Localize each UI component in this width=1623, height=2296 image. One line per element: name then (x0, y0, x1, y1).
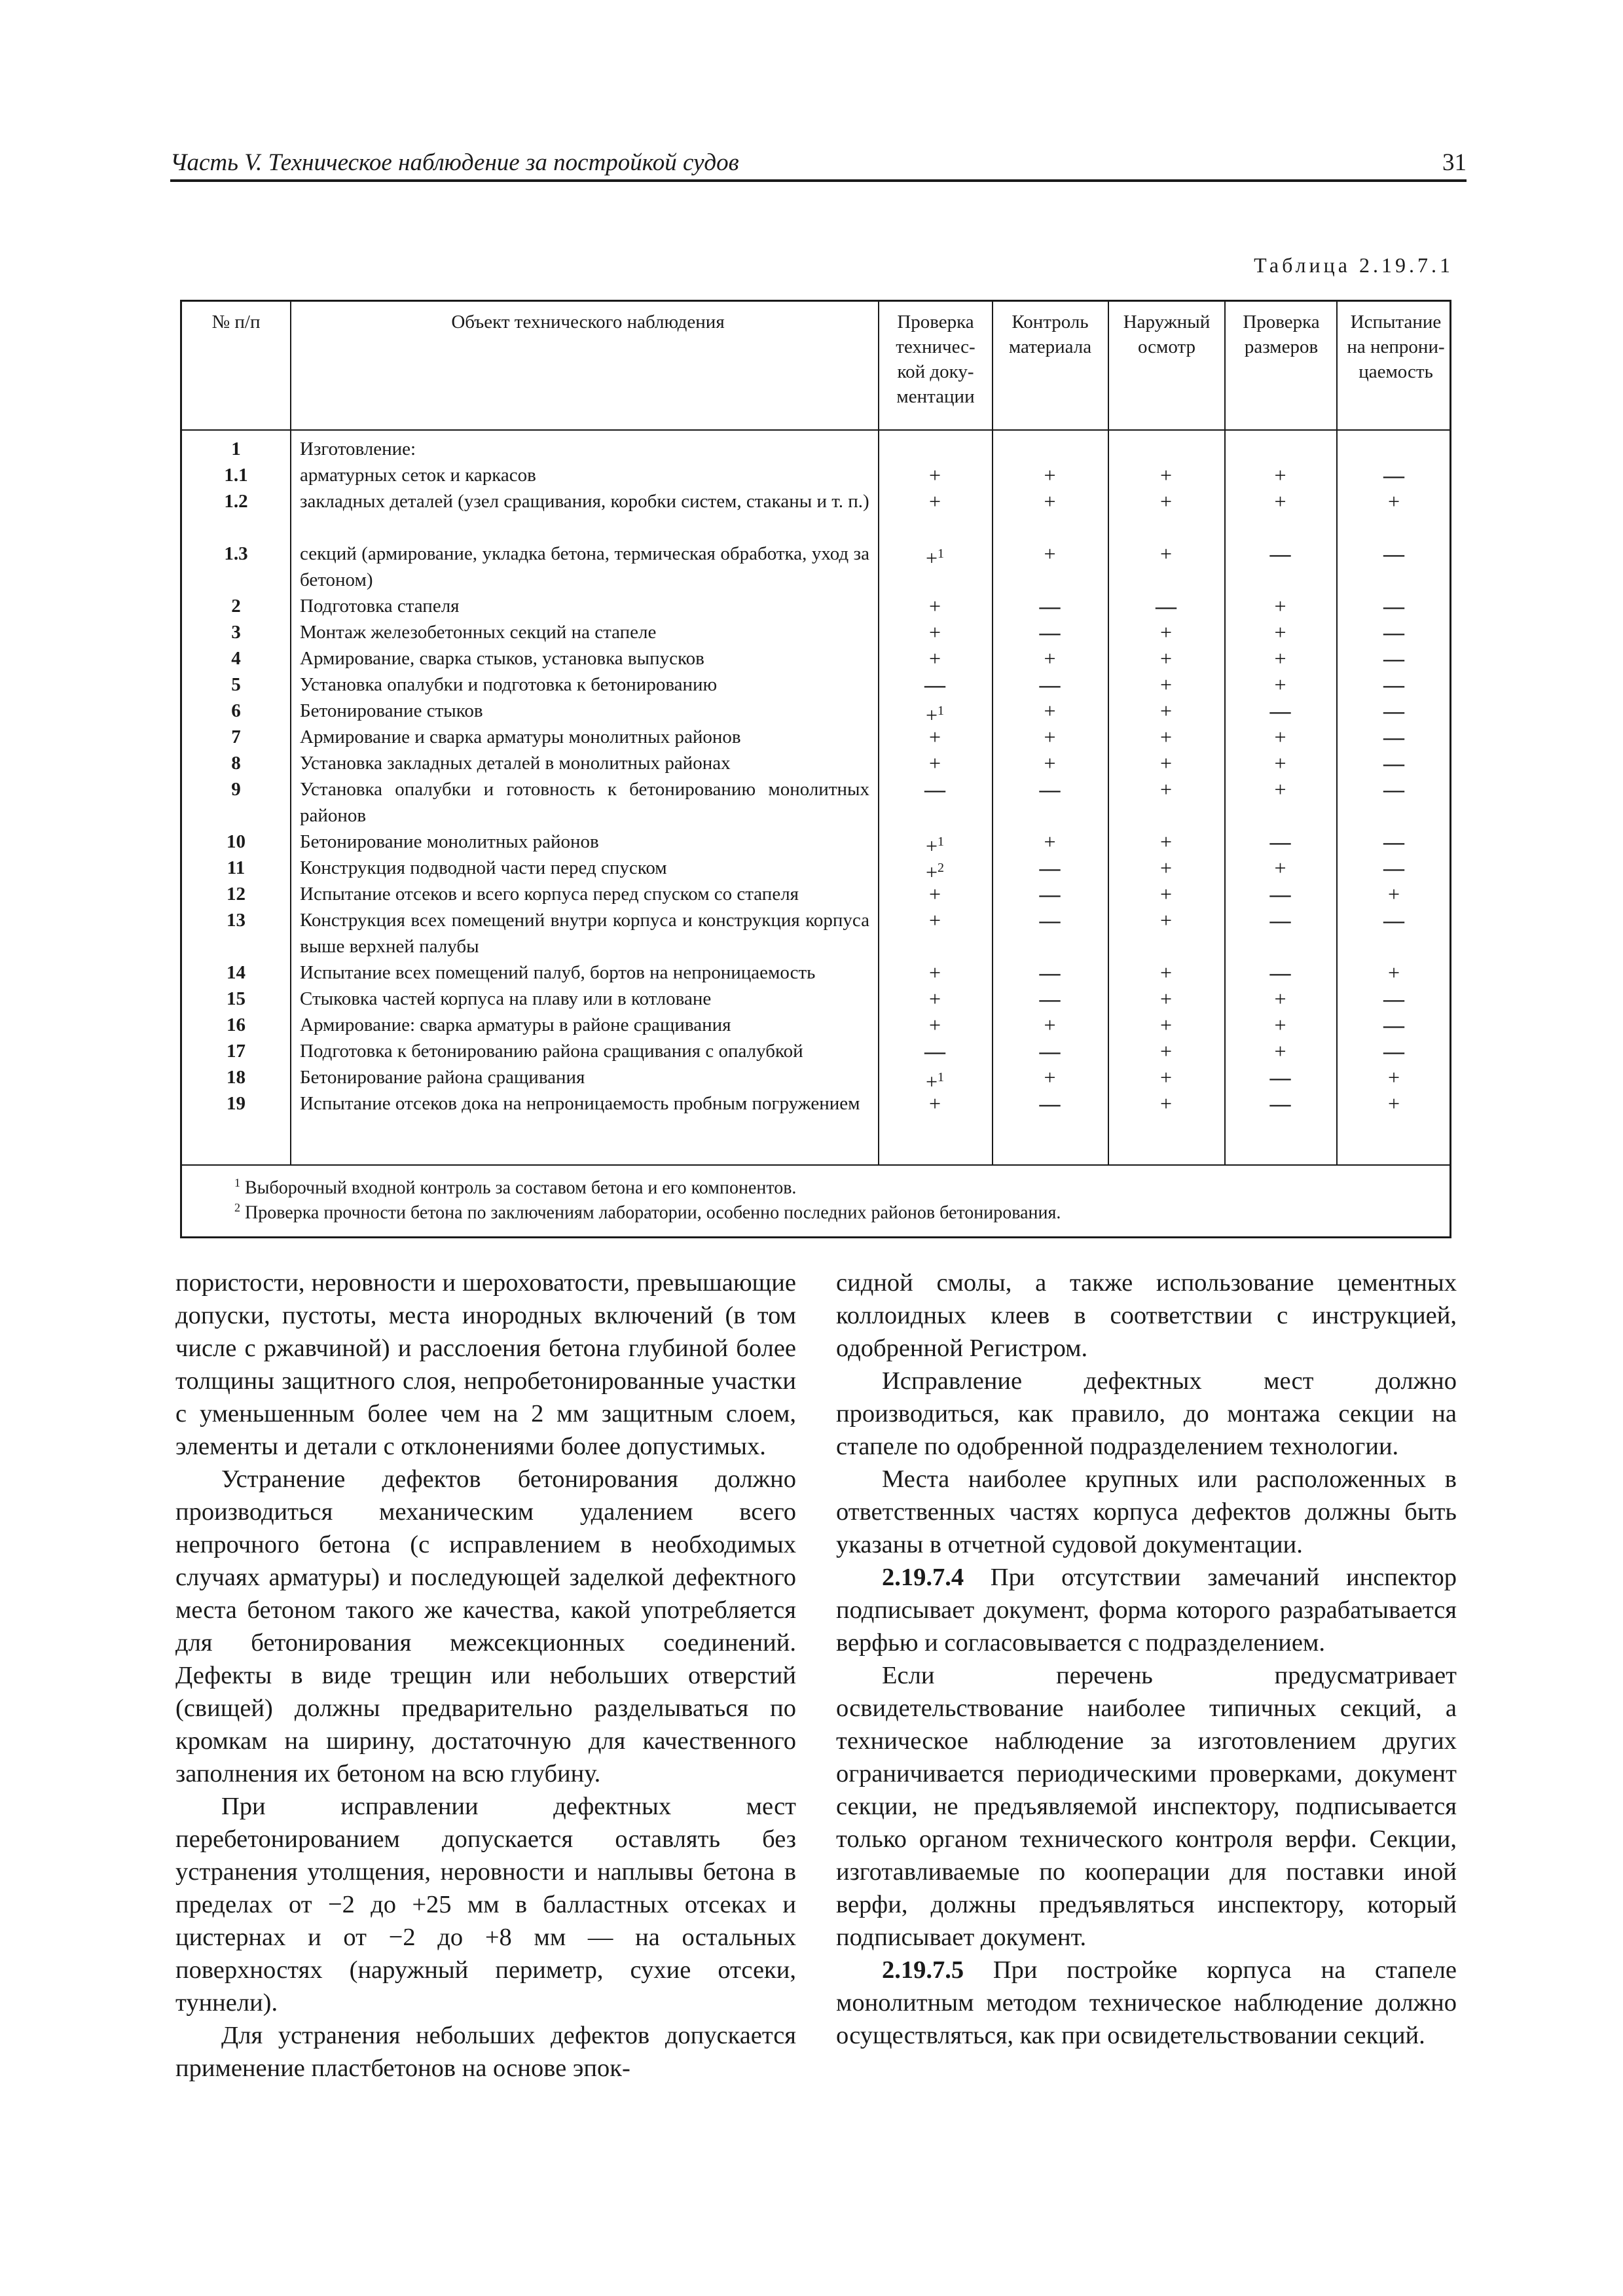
mark-symbol: + (1387, 1066, 1400, 1089)
mark-symbol: + (1044, 725, 1056, 749)
row-mark-c3 (1108, 541, 1224, 567)
mark-symbol: + (1274, 594, 1286, 618)
row-mark-c2 (992, 881, 1108, 907)
row-mark-c5 (1336, 986, 1451, 1012)
row-number: 6 (231, 700, 241, 721)
row-object: Испытание всех помещений палуб, бортов на непроницаемость (300, 962, 816, 983)
paragraph-text: При постройке корпуса на стапеле монолитным методом техническое наблюдение должно осуществляться, как при освидетельствовании секций. (836, 1956, 1457, 2049)
footnote-ref: 1 (938, 547, 945, 561)
row-mark-c5 (1336, 1090, 1451, 1117)
mark-symbol: + (1044, 1013, 1056, 1037)
mark-symbol: + (925, 703, 938, 727)
mark-symbol: + (1274, 463, 1286, 487)
mark-symbol: + (1274, 490, 1286, 513)
col-header-dimensions: Проверка размеров (1243, 312, 1320, 357)
mark-symbol: + (1044, 830, 1056, 853)
row-mark-c2 (992, 672, 1108, 698)
row-mark-c2 (992, 645, 1108, 672)
page-number: 31 (1442, 149, 1467, 176)
row-mark-c3 (1108, 829, 1224, 855)
table-header-rule (182, 429, 1450, 431)
row-mark-c4 (1224, 881, 1336, 907)
row-mark-c5 (1336, 776, 1451, 802)
row-mark-c3 (1108, 881, 1224, 907)
mark-symbol: + (1274, 647, 1286, 670)
mark-symbol: + (1274, 778, 1286, 801)
mark-symbol: + (928, 490, 941, 513)
mark-symbol: — (1039, 1039, 1061, 1063)
row-mark-c2 (992, 776, 1108, 802)
table-footnote-rule (182, 1164, 1450, 1166)
row-mark-c4 (1224, 488, 1336, 514)
row-mark-c1 (878, 986, 992, 1012)
mark-symbol: — (1269, 1066, 1291, 1089)
footnote-ref: 1 (938, 834, 945, 849)
row-mark-c5 (1336, 645, 1451, 672)
row-object: Конструкция всех помещений внутри корпуса и конструкция корпуса выше верхней палубы (300, 910, 869, 957)
row-mark-c5 (1336, 462, 1451, 488)
row-mark-c2 (992, 829, 1108, 855)
row-mark-c2 (992, 1064, 1108, 1090)
mark-symbol: — (1383, 673, 1404, 696)
row-object: Бетонирование района сращивания (300, 1067, 585, 1088)
mark-symbol: + (1274, 673, 1286, 696)
mark-symbol: + (1159, 490, 1173, 513)
mark-symbol: — (1156, 594, 1176, 618)
row-mark-c3 (1108, 960, 1224, 986)
row-number: 11 (227, 857, 246, 878)
row-mark-c4 (1224, 724, 1336, 750)
mark-symbol: + (928, 620, 941, 644)
mark-symbol: — (1383, 987, 1404, 1011)
mark-symbol: + (1159, 699, 1173, 723)
mark-symbol: — (1039, 620, 1061, 644)
mark-symbol: — (1383, 699, 1404, 723)
row-mark-c5 (1336, 881, 1451, 907)
row-object: Армирование: сварка арматуры в районе сращивания (300, 1014, 731, 1035)
footnote-mark: 1 (234, 1176, 240, 1189)
mark-symbol: — (1383, 856, 1404, 880)
row-mark-c5 (1336, 829, 1451, 855)
header-rule (170, 179, 1467, 182)
footnote-text: Выборочный входной контроль за составом бетона и его компонентов. (245, 1177, 797, 1198)
mark-symbol: — (1039, 673, 1061, 696)
row-mark-c1 (878, 619, 992, 645)
row-mark-c2 (992, 750, 1108, 776)
mark-symbol: + (1387, 490, 1400, 513)
mark-symbol: + (1159, 856, 1173, 880)
row-mark-c1 (878, 1090, 992, 1117)
mark-symbol: — (1383, 1013, 1404, 1037)
row-object: Армирование и сварка арматуры монолитных районов (300, 726, 741, 747)
row-number: 5 (231, 674, 241, 695)
mark-symbol: — (1383, 463, 1404, 487)
mark-symbol: — (1269, 542, 1291, 565)
mark-symbol: + (928, 987, 941, 1011)
col-header-tightness: Испытание на непрони- цаемость (1347, 312, 1445, 382)
running-title: Часть V. Техническое наблюдение за постройкой судов (170, 149, 739, 176)
col-header-object: Объект технического наблюдения (451, 312, 725, 332)
row-number: 7 (231, 726, 241, 747)
row-mark-c1 (878, 960, 992, 986)
mark-symbol: — (1039, 987, 1061, 1011)
mark-symbol: + (1159, 961, 1173, 984)
row-object: Установка закладных деталей в монолитных районах (300, 753, 731, 774)
mark-symbol: + (928, 882, 941, 906)
row-mark-c3 (1108, 724, 1224, 750)
row-object: Изготовление: (300, 439, 416, 459)
mark-symbol: + (1159, 908, 1173, 932)
footnote-text: Проверка прочности бетона по заключениям лаборатории, особенно последних районов бетонирования. (245, 1202, 1061, 1223)
row-mark-c3 (1108, 645, 1224, 672)
row-mark-c1 (878, 541, 992, 571)
mark-symbol: + (1159, 830, 1173, 853)
paragraph (836, 1954, 1457, 2052)
row-mark-c3 (1108, 855, 1224, 881)
mark-symbol: + (1159, 1092, 1173, 1115)
row-mark-c5 (1336, 750, 1451, 776)
mark-symbol: + (925, 546, 938, 570)
row-object: Бетонирование монолитных районов (300, 831, 599, 852)
mark-symbol: + (1159, 542, 1173, 565)
paragraph: сидной смолы, а также использование цементных коллоидных клеев в соответствии с инструкцией, одобренной Регистром. (836, 1269, 1457, 1362)
mark-symbol: — (1269, 830, 1291, 853)
mark-symbol: — (1039, 1092, 1061, 1115)
row-object: закладных деталей (узел сращивания, коробки систем, стаканы и т. п.) (300, 491, 869, 512)
table-caption: Таблица 2.19.7.1 (1254, 253, 1453, 277)
row-mark-c5 (1336, 1064, 1451, 1090)
row-mark-c4 (1224, 1012, 1336, 1038)
row-mark-c2 (992, 593, 1108, 619)
mark-symbol: + (1274, 751, 1286, 775)
section-number: 2.19.7.5 (882, 1956, 964, 1984)
mark-symbol: — (1383, 620, 1404, 644)
mark-symbol: + (1387, 882, 1400, 906)
mark-symbol: + (1274, 987, 1286, 1011)
row-mark-c2 (992, 698, 1108, 724)
mark-symbol: + (1044, 751, 1056, 775)
row-object: Конструкция подводной части перед спуском (300, 857, 667, 878)
row-object: Монтаж железобетонных секций на стапеле (300, 622, 657, 643)
mark-symbol: + (928, 463, 941, 487)
footnote-mark: 2 (234, 1201, 240, 1214)
row-mark-c2 (992, 1090, 1108, 1117)
mark-symbol: + (1044, 1066, 1056, 1089)
mark-symbol: + (928, 725, 941, 749)
text-column-left (175, 1266, 796, 2085)
col-header-visual: Наружный осмотр (1123, 312, 1211, 357)
page-header (170, 143, 1467, 182)
row-object: Бетонирование стыков (300, 700, 483, 721)
mark-symbol: — (1383, 594, 1404, 618)
row-mark-c5 (1336, 619, 1451, 645)
mark-symbol: — (1269, 699, 1291, 723)
mark-symbol: + (1159, 987, 1173, 1011)
row-number: 10 (227, 831, 246, 852)
row-mark-c2 (992, 986, 1108, 1012)
paragraph: Исправление дефектных мест должно производиться, как правило, до монтажа секции на стапеле по одобренной подразделением технологии. (836, 1367, 1457, 1460)
row-mark-c5 (1336, 1038, 1451, 1064)
row-number: 18 (227, 1067, 246, 1088)
footnote-ref: 1 (938, 1070, 945, 1085)
row-mark-c2 (992, 1038, 1108, 1064)
mark-symbol: — (1383, 908, 1404, 932)
mark-symbol: + (1159, 647, 1173, 670)
row-number: 8 (231, 753, 241, 774)
col-header-num: № п/п (211, 312, 261, 332)
table-footnote (234, 1196, 1061, 1225)
mark-symbol: + (1044, 699, 1056, 723)
footnote-ref: 1 (938, 704, 945, 718)
mark-symbol: + (1159, 882, 1173, 906)
mark-symbol: — (1269, 1092, 1291, 1115)
row-mark-c2 (992, 855, 1108, 881)
row-number: 1.1 (224, 465, 248, 486)
mark-symbol: + (1159, 1039, 1173, 1063)
row-mark-c3 (1108, 1038, 1224, 1064)
row-mark-c1 (878, 645, 992, 672)
row-mark-c4 (1224, 829, 1336, 855)
mark-symbol: + (1159, 463, 1173, 487)
col-header-material: Контроль материала (1008, 312, 1092, 357)
mark-symbol: — (1383, 647, 1404, 670)
row-number: 12 (227, 884, 246, 905)
row-mark-c4 (1224, 907, 1336, 933)
row-mark-c3 (1108, 619, 1224, 645)
row-object: арматурных сеток и каркасов (300, 465, 536, 486)
row-mark-c5 (1336, 672, 1451, 698)
row-mark-c1 (878, 907, 992, 933)
row-mark-c4 (1224, 645, 1336, 672)
row-mark-c3 (1108, 593, 1224, 619)
row-number: 3 (231, 622, 241, 643)
row-mark-c4 (1224, 750, 1336, 776)
row-mark-c1 (878, 672, 992, 698)
row-object: Установка опалубки и подготовка к бетонированию (300, 674, 718, 695)
paragraph (836, 1561, 1457, 1659)
mark-symbol: + (1159, 751, 1173, 775)
row-mark-c4 (1224, 619, 1336, 645)
row-object: Испытание отсеков и всего корпуса перед спуском со стапеля (300, 884, 799, 905)
row-number: 1 (231, 439, 241, 459)
mark-symbol: — (1269, 961, 1291, 984)
row-mark-c3 (1108, 750, 1224, 776)
row-mark-c3 (1108, 1012, 1224, 1038)
mark-symbol: — (924, 778, 945, 801)
mark-symbol: — (1383, 542, 1404, 565)
row-number: 14 (227, 962, 246, 983)
mark-symbol: — (1039, 961, 1061, 984)
row-mark-c5 (1336, 907, 1451, 933)
mark-symbol: — (1039, 778, 1061, 801)
col-header-docs: Проверка техничес- кой доку- ментации (896, 312, 976, 407)
row-mark-c4 (1224, 462, 1336, 488)
mark-symbol: + (1044, 647, 1056, 670)
mark-symbol: + (1387, 1092, 1400, 1115)
paragraph: пористости, неровности и шероховатости, превышающие допуски, пустоты, места инородных включений (в том числе с ржавчиной) и расслоения бетона глубиной более толщины защитного слоя, непробетонированные участки с уменьшенным более чем на 2 мм защитным слоем, элементы и детали с отклонениями более допустимых. (175, 1269, 796, 1460)
mark-symbol: — (1039, 856, 1061, 880)
row-object: Подготовка к бетонированию района сращивания с опалубкой (300, 1041, 803, 1062)
mark-symbol: — (924, 673, 945, 696)
row-number: 4 (231, 648, 241, 669)
row-mark-c3 (1108, 672, 1224, 698)
mark-symbol: + (1159, 673, 1173, 696)
row-mark-c5 (1336, 960, 1451, 986)
footnote-ref: 2 (938, 861, 945, 875)
mark-symbol: + (1274, 856, 1286, 880)
row-mark-c3 (1108, 776, 1224, 802)
mark-symbol: + (1274, 725, 1286, 749)
row-mark-c2 (992, 907, 1108, 933)
row-number: 9 (231, 779, 241, 800)
mark-symbol: + (1044, 463, 1056, 487)
row-mark-c4 (1224, 1038, 1336, 1064)
row-mark-c4 (1224, 672, 1336, 698)
row-mark-c1 (878, 724, 992, 750)
row-mark-c4 (1224, 960, 1336, 986)
row-mark-c2 (992, 541, 1108, 567)
row-mark-c4 (1224, 855, 1336, 881)
row-mark-c2 (992, 960, 1108, 986)
row-mark-c3 (1108, 488, 1224, 514)
mark-symbol: + (1274, 1039, 1286, 1063)
row-number: 15 (227, 988, 246, 1009)
row-mark-c3 (1108, 986, 1224, 1012)
row-object: Подготовка стапеля (300, 596, 460, 617)
mark-symbol: + (925, 860, 938, 884)
mark-symbol: — (1383, 751, 1404, 775)
mark-symbol: — (1269, 908, 1291, 932)
row-mark-c1 (878, 750, 992, 776)
row-mark-c1 (878, 488, 992, 514)
row-mark-c2 (992, 462, 1108, 488)
row-mark-c1 (878, 776, 992, 802)
mark-symbol: + (928, 594, 941, 618)
row-mark-c1 (878, 593, 992, 619)
row-mark-c5 (1336, 488, 1451, 514)
row-mark-c1 (878, 881, 992, 907)
row-mark-c5 (1336, 1012, 1451, 1038)
row-number: 16 (227, 1014, 246, 1035)
mark-symbol: + (1159, 725, 1173, 749)
paragraph: Для устранения небольших дефектов допускается применение пластбетонов на основе эпок- (175, 2022, 796, 2082)
mark-symbol: + (928, 961, 941, 984)
paragraph: Если перечень предусматривает освидетельствование наиболее типичных секций, а техническое наблюдение за изготовлением других ограничивается периодическими проверками, документ секции, не предъявляемой инспектору, подписывается только органом технического контроля верфи. Секции, изготавливаемые по кооперации для поставки иной верфи, должны предъявляться инспектору, который подписывает документ. (836, 1662, 1457, 1951)
row-mark-c1 (878, 1012, 992, 1038)
mark-symbol: + (1159, 778, 1173, 801)
mark-symbol: + (925, 834, 938, 858)
mark-symbol: — (1039, 594, 1061, 618)
row-mark-c4 (1224, 986, 1336, 1012)
paragraph-text: При отсутствии замечаний инспектор подписывает документ, форма которого разрабатывается верфью и согласовывается с подразделением. (836, 1564, 1457, 1657)
row-mark-c4 (1224, 1090, 1336, 1117)
row-object: Армирование, сварка стыков, установка выпусков (300, 648, 704, 669)
row-mark-c3 (1108, 1090, 1224, 1117)
row-object: Испытание отсеков дока на непроницаемость пробным погружением (300, 1093, 860, 1114)
table-vline (290, 302, 291, 1166)
mark-symbol: + (928, 1013, 941, 1037)
row-number: 17 (227, 1041, 246, 1062)
row-mark-c5 (1336, 593, 1451, 619)
mark-symbol: — (924, 1039, 945, 1063)
mark-symbol: — (1383, 778, 1404, 801)
mark-symbol: + (1274, 1013, 1286, 1037)
section-number: 2.19.7.4 (882, 1564, 964, 1591)
row-mark-c3 (1108, 462, 1224, 488)
mark-symbol: — (1039, 908, 1061, 932)
paragraph: При исправлении дефектных мест перебетонированием допускается оставлять без устранения утолщения, неровности и наплывы бетона в пределах от −2 до +25 мм в балластных отсеках и цистернах и от −2 до +8 мм — на остальных поверхностях (наружный периметр, сухие отсеки, туннели). (175, 1793, 796, 2017)
row-mark-c4 (1224, 698, 1336, 724)
row-mark-c2 (992, 619, 1108, 645)
row-object: Стыковка частей корпуса на плаву или в котловане (300, 988, 712, 1009)
mark-symbol: — (1269, 882, 1291, 906)
row-mark-c4 (1224, 541, 1336, 567)
row-mark-c3 (1108, 1064, 1224, 1090)
text-column-right (836, 1266, 1457, 2052)
row-mark-c4 (1224, 776, 1336, 802)
row-mark-c1 (878, 1038, 992, 1064)
row-mark-c4 (1224, 593, 1336, 619)
row-mark-c2 (992, 488, 1108, 514)
row-mark-c3 (1108, 698, 1224, 724)
row-mark-c2 (992, 1012, 1108, 1038)
mark-symbol: — (1383, 1039, 1404, 1063)
paragraph: Места наиболее крупных или расположенных в ответственных частях корпуса дефектов должны быть указаны в отчетной судовой документации. (836, 1465, 1457, 1558)
row-mark-c5 (1336, 698, 1451, 724)
mark-symbol: + (1274, 620, 1286, 644)
mark-symbol: + (928, 908, 941, 932)
mark-symbol: — (1383, 830, 1404, 853)
row-mark-c4 (1224, 1064, 1336, 1090)
mark-symbol: — (1383, 725, 1404, 749)
inspection-table (180, 300, 1451, 1238)
row-mark-c1 (878, 462, 992, 488)
row-number: 1.2 (224, 491, 248, 512)
row-mark-c5 (1336, 724, 1451, 750)
row-number: 19 (227, 1093, 246, 1114)
mark-symbol: + (1044, 542, 1056, 565)
mark-symbol: + (928, 1092, 941, 1115)
row-mark-c2 (992, 724, 1108, 750)
mark-symbol: + (1159, 620, 1173, 644)
row-mark-c5 (1336, 855, 1451, 881)
row-object: секций (армирование, укладка бетона, термическая обработка, уход за бетоном) (300, 543, 869, 590)
mark-symbol: + (928, 751, 941, 775)
row-object: Установка опалубки и готовность к бетонированию монолитных районов (300, 779, 869, 826)
paragraph: Устранение дефектов бетонирования должно производиться механическим удалением всего непрочного бетона (с исправлением в необходимых случаях арматуры) и последующей заделкой дефектного места бетоном такого же качества, какой употребляется для бетонирования межсекционных соединений. Дефекты в виде трещин или небольших отверстий (свищей) должны предварительно разделываться по кромкам на ширину, достаточную для качественного заполнения их бетоном на всю глубину. (175, 1465, 796, 1787)
row-number: 13 (227, 910, 246, 931)
mark-symbol: + (1044, 490, 1056, 513)
mark-symbol: + (1387, 961, 1400, 984)
mark-symbol: + (925, 1069, 938, 1094)
row-number: 1.3 (224, 543, 248, 564)
mark-symbol: + (1159, 1066, 1173, 1089)
mark-symbol: + (1159, 1013, 1173, 1037)
row-mark-c3 (1108, 907, 1224, 933)
mark-symbol: — (1039, 882, 1061, 906)
mark-symbol: + (928, 647, 941, 670)
row-number: 2 (231, 596, 241, 617)
row-mark-c5 (1336, 541, 1451, 567)
